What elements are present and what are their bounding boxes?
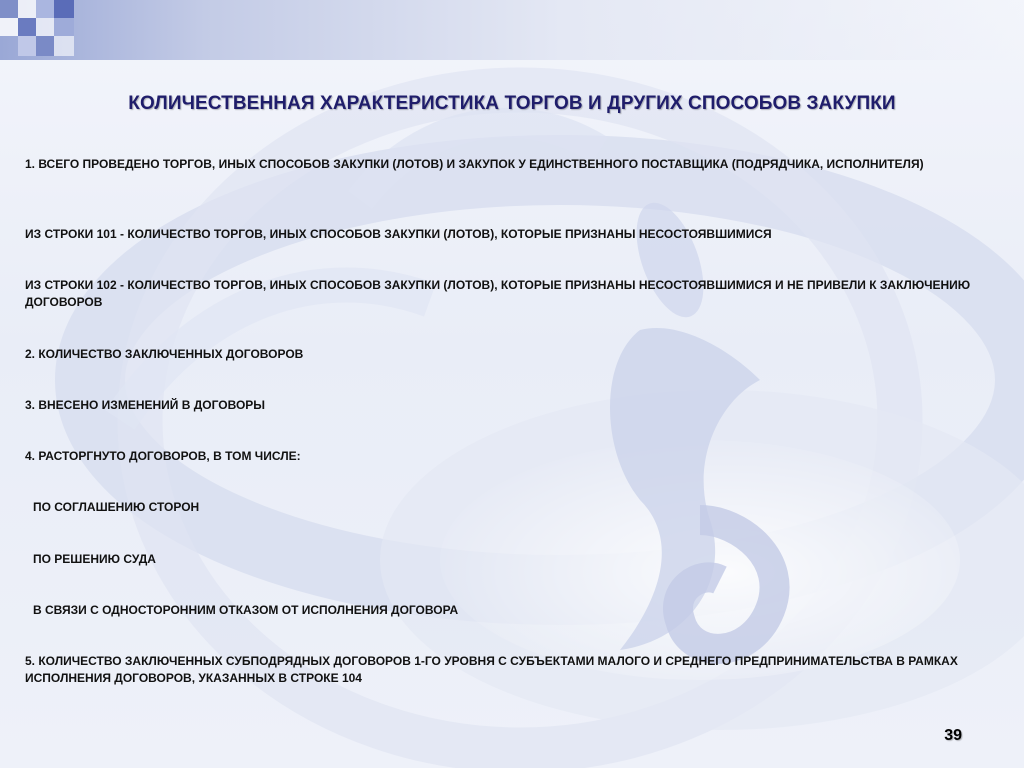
decor-square [0, 0, 18, 18]
decor-square [54, 18, 74, 36]
slide-title: КОЛИЧЕСТВЕННАЯ ХАРАКТЕРИСТИКА ТОРГОВ И ДРУГИХ СПОСОБОВ ЗАКУПКИ [128, 93, 896, 114]
decor-square [36, 18, 54, 36]
decor-square [54, 36, 74, 56]
item-1-total-procurements: 1. ВСЕГО ПРОВЕДЕНО ТОРГОВ, ИНЫХ СПОСОБОВ ЗАКУПКИ (ЛОТОВ) И ЗАКУПОК У ЕДИНСТВЕННОГО ПОСТАВЩИКА (ПОДРЯДЧИКА, ИСПОЛНИТЕЛЯ) [25, 157, 924, 171]
decor-square [18, 18, 36, 36]
item-3-contract-amendments: 3. ВНЕСЕНО ИЗМЕНЕНИЙ В ДОГОВОРЫ [25, 398, 266, 412]
decor-square [18, 0, 36, 18]
item-4-unilateral-refusal: В СВЯЗИ С ОДНОСТОРОННИМ ОТКАЗОМ ОТ ИСПОЛНЕНИЯ ДОГОВОРА [33, 603, 459, 617]
item-5-subcontracts-sme: 5. КОЛИЧЕСТВО ЗАКЛЮЧЕННЫХ СУБПОДРЯДНЫХ ДОГОВОРОВ 1-ГО УРОВНЯ С СУБЪЕКТАМИ МАЛОГО И СРЕДНЕГО ПРЕДПРИНИМАТЕЛЬСТВА В РАМКАХ ИСПОЛНЕНИЯ ДОГОВОРОВ, УКАЗАННЫХ В СТРОКЕ 104 [25, 654, 958, 685]
decor-square [0, 18, 18, 36]
decor-square [18, 36, 36, 56]
item-4-by-agreement: ПО СОГЛАШЕНИЮ СТОРОН [33, 500, 200, 514]
item-2-contracts-concluded: 2. КОЛИЧЕСТВО ЗАКЛЮЧЕННЫХ ДОГОВОРОВ [25, 347, 304, 361]
item-4-contracts-terminated: 4. РАСТОРГНУТО ДОГОВОРОВ, В ТОМ ЧИСЛЕ: [25, 449, 301, 463]
item-102-failed-no-contract: ИЗ СТРОКИ 102 - КОЛИЧЕСТВО ТОРГОВ, ИНЫХ СПОСОБОВ ЗАКУПКИ (ЛОТОВ), КОТОРЫЕ ПРИЗНАНЫ НЕСОСТОЯВШИМИСЯ И НЕ ПРИВЕЛИ К ЗАКЛЮЧЕНИЮ ДОГОВОРОВ [25, 278, 971, 309]
decor-square [54, 0, 74, 18]
decor-square [36, 0, 54, 18]
page-number: 39 [944, 727, 962, 744]
item-101-failed-procurements: ИЗ СТРОКИ 101 - КОЛИЧЕСТВО ТОРГОВ, ИНЫХ СПОСОБОВ ЗАКУПКИ (ЛОТОВ), КОТОРЫЕ ПРИЗНАНЫ НЕСОСТОЯВШИМИСЯ [25, 227, 772, 241]
item-4-by-court-decision: ПО РЕШЕНИЮ СУДА [33, 552, 156, 566]
decor-square [36, 36, 54, 56]
top-gradient-band [0, 0, 1024, 60]
